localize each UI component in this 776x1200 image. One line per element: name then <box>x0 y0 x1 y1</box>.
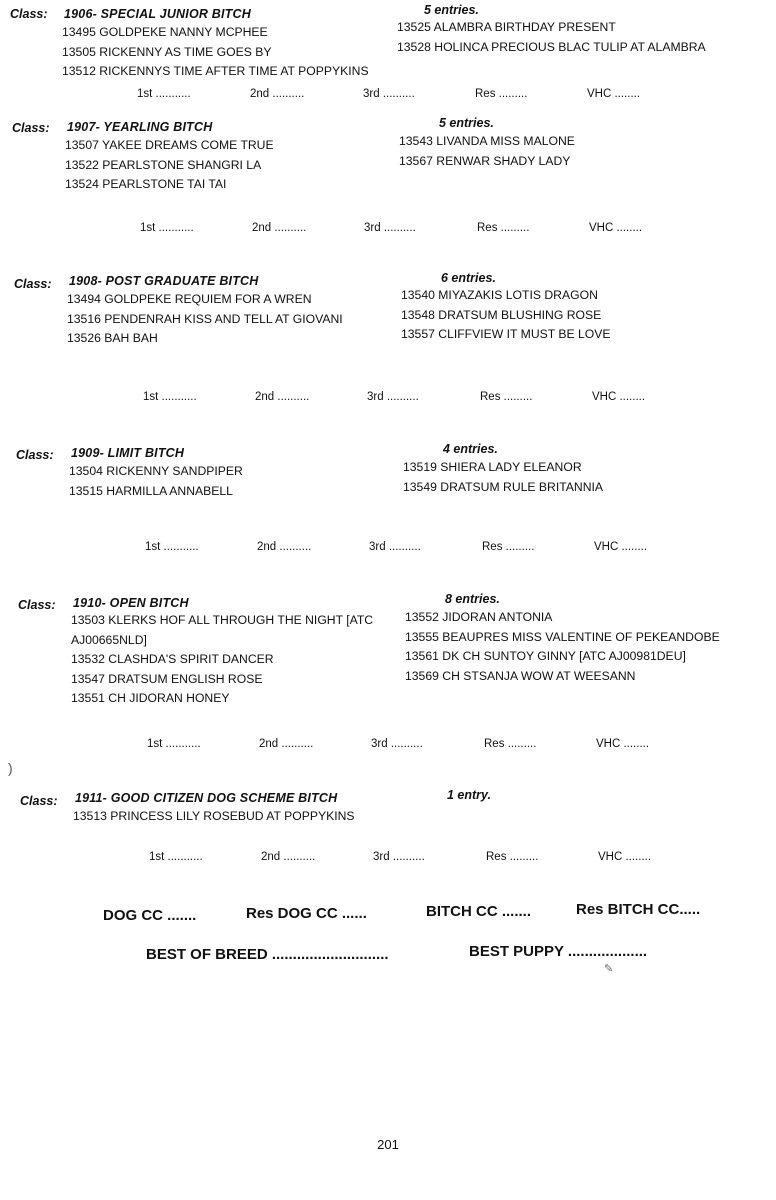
placing-2nd: 2nd .......... <box>252 222 307 234</box>
placing-vhc: VHC ........ <box>592 391 646 403</box>
placing-res: Res ......... <box>477 222 530 234</box>
entries-left-column <box>67 290 397 349</box>
placing-2nd: 2nd .......... <box>257 541 312 553</box>
list-item: 13505 RICKENNY AS TIME GOES BY <box>62 44 272 59</box>
list-item: 13555 BEAUPRES MISS VALENTINE OF PEKEANDOBE <box>405 629 720 644</box>
placing-vhc: VHC ........ <box>594 541 648 553</box>
placing-1st: 1st ........... <box>145 541 199 553</box>
placing-1st: 1st ........... <box>137 88 191 100</box>
placing-res: Res ......... <box>475 88 528 100</box>
placing-2nd: 2nd .......... <box>261 851 316 863</box>
placing-3rd: 3rd .......... <box>371 738 423 750</box>
award-res-bitch-cc: Res BITCH CC..... <box>576 901 701 918</box>
placing-3rd: 3rd .......... <box>367 391 419 403</box>
list-item: 13516 PENDENRAH KISS AND TELL AT GIOVANI <box>67 311 343 326</box>
entries-count: 6 entries. <box>441 271 496 285</box>
entries-count: 5 entries. <box>439 116 494 130</box>
list-item: 13548 DRATSUM BLUSHING ROSE <box>401 307 602 322</box>
list-item: 13519 SHIERA LADY ELEANOR <box>403 460 582 474</box>
entries-right-column <box>401 286 731 345</box>
list-item: 13524 PEARLSTONE TAI TAI <box>65 177 227 191</box>
placing-vhc: VHC ........ <box>589 222 643 234</box>
list-item: 13557 CLIFFVIEW IT MUST BE LOVE <box>401 327 611 341</box>
entries-left-column <box>73 807 403 827</box>
class-label: Class: <box>16 448 54 462</box>
placing-res: Res ......... <box>482 541 535 553</box>
placing-2nd: 2nd .......... <box>255 391 310 403</box>
list-item: 13513 PRINCESS LILY ROSEBUD AT POPPYKINS <box>73 809 355 823</box>
placing-vhc: VHC ........ <box>587 88 641 100</box>
placing-1st: 1st ........... <box>140 222 194 234</box>
list-item: 13515 HARMILLA ANNABELL <box>69 483 233 498</box>
list-item: 13495 GOLDPEKE NANNY MCPHEE <box>62 25 268 39</box>
class-title: 1909- LIMIT BITCH <box>71 446 185 460</box>
award-res-dog-cc: Res DOG CC ...... <box>246 905 367 922</box>
class-label: Class: <box>18 598 56 612</box>
class-title: 1908- POST GRADUATE BITCH <box>69 274 259 288</box>
class-title: 1910- OPEN BITCH <box>73 596 189 610</box>
placing-3rd: 3rd .......... <box>373 851 425 863</box>
list-item: 13567 RENWAR SHADY LADY <box>399 153 571 168</box>
entries-count: 4 entries. <box>443 442 498 456</box>
placing-1st: 1st ........... <box>147 738 201 750</box>
placing-2nd: 2nd .......... <box>250 88 305 100</box>
list-item: 13569 CH STSANJA WOW AT WEESANN <box>405 668 636 683</box>
class-title: 1906- SPECIAL JUNIOR BITCH <box>64 7 251 21</box>
award-best-puppy: BEST PUPPY ................... <box>469 943 648 960</box>
list-item: 13552 JIDORAN ANTONIA <box>405 610 553 624</box>
scan-artifact: ✎ <box>604 963 614 975</box>
list-item: 13504 RICKENNY SANDPIPER <box>69 464 243 478</box>
list-item: 13532 CLASHDA'S SPIRIT DANCER <box>71 652 274 666</box>
list-item: 13543 LIVANDA MISS MALONE <box>399 134 575 148</box>
placing-1st: 1st ........... <box>149 851 203 863</box>
placing-res: Res ......... <box>484 738 537 750</box>
entries-count: 5 entries. <box>424 3 479 17</box>
list-item: 13507 YAKEE DREAMS COME TRUE <box>65 138 274 152</box>
class-label: Class: <box>20 794 58 808</box>
list-item: 13540 MIYAZAKIS LOTIS DRAGON <box>401 288 598 302</box>
placing-3rd: 3rd .......... <box>369 541 421 553</box>
placing-vhc: VHC ........ <box>596 738 650 750</box>
page-number: 201 <box>377 1137 399 1152</box>
class-label: Class: <box>12 121 50 135</box>
list-item: 13512 RICKENNYS TIME AFTER TIME AT POPPYKINS <box>62 64 369 78</box>
list-item: 13522 PEARLSTONE SHANGRI LA <box>65 157 262 172</box>
placing-res: Res ......... <box>486 851 539 863</box>
list-item: 13528 HOLINCA PRECIOUS BLAC TULIP AT ALAMBRA <box>397 39 706 54</box>
list-item: 13547 DRATSUM ENGLISH ROSE <box>71 671 263 686</box>
list-item: 13494 GOLDPEKE REQUIEM FOR A WREN <box>67 292 312 306</box>
class-title: 1911- GOOD CITIZEN DOG SCHEME BITCH <box>75 791 338 805</box>
placing-3rd: 3rd .......... <box>364 222 416 234</box>
list-item: 13549 DRATSUM RULE BRITANNIA <box>403 479 604 494</box>
scan-artifact: ) <box>8 760 13 776</box>
award-bitch-cc: BITCH CC ....... <box>426 903 531 920</box>
class-title: 1907- YEARLING BITCH <box>67 120 213 134</box>
list-item: 13503 KLERKS HOF ALL THROUGH THE NIGHT [ATC AJ00665NLD] <box>71 613 376 647</box>
list-item: 13561 DK CH SUNTOY GINNY [ATC AJ00981DEU] <box>405 649 686 663</box>
placing-res: Res ......... <box>480 391 533 403</box>
class-label: Class: <box>10 7 48 21</box>
placing-2nd: 2nd .......... <box>259 738 314 750</box>
placing-3rd: 3rd .......... <box>363 88 415 100</box>
placing-vhc: VHC ........ <box>598 851 652 863</box>
entries-right-column <box>405 608 765 686</box>
entries-count: 1 entry. <box>447 788 492 802</box>
list-item: 13525 ALAMBRA BIRTHDAY PRESENT <box>397 20 616 34</box>
entries-left-column <box>71 611 391 709</box>
placing-1st: 1st ........... <box>143 391 197 403</box>
award-dog-cc: DOG CC ....... <box>103 907 197 924</box>
list-item: 13526 BAH BAH <box>67 331 158 345</box>
entries-left-column <box>69 462 399 501</box>
entries-count: 8 entries. <box>445 592 500 606</box>
award-best-of-breed: BEST OF BREED ............................ <box>146 946 389 963</box>
entries-right-column <box>403 458 733 497</box>
list-item: 13551 CH JIDORAN HONEY <box>71 691 230 705</box>
class-label: Class: <box>14 277 52 291</box>
